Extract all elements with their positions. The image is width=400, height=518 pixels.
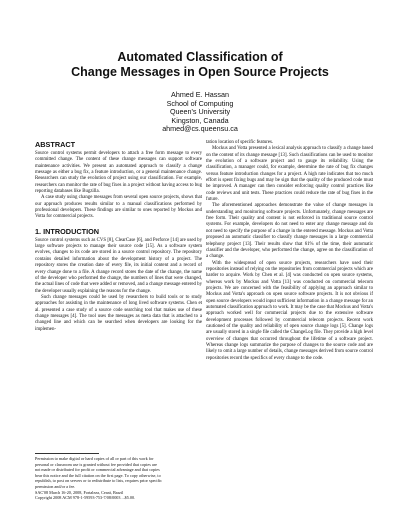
paper-title-line-1: Automated Classification of xyxy=(117,50,283,64)
footnote-divider xyxy=(35,453,99,454)
introduction-heading: 1. INTRODUCTION xyxy=(35,226,100,236)
introduction-paragraph-1: Source control systems such as CVS [8], ClearCase [6], and Perforce [14] are used by large software projects to manage their source code [15]. As a software system evolves, changes to its code are stored in a source control repository. The repository contains detailed information about the development history of a project. The repository stores the creation date of every file, its initial content and a record of every change done to a file. A change record stores the date of the change, the name of the developer who performed the change, the numbers of lines that were changed, the actual lines of code that were added or removed, and a change message entered by the developer usually explaining the reasons for the change. xyxy=(35,237,202,294)
abstract-paragraph-2: A case study using change messages from several open source projects, shows that our approach produces results similar to a manual classifications performed by professional developers. These findings are similar to ones reported by Mockus and Votta for commercial projects. xyxy=(35,195,202,220)
right-paragraph-1: tation location of specific features. xyxy=(206,140,274,145)
right-paragraph-2: Mockus and Votta presented a lexical analysis approach to classify a change based on the content of its change message [13]. Such classifications can be used to monitor the evolution of a software project and to gauge its reliability. Using the classification, a manager could, for example, determine the rate of bug fix changes versus feature introduction changes for a project. A high rate indicates that too much effort is spent fixing bugs and may be sign that the quality of the produced code must be improved. A manager can then consider enforcing quality control practices like code reviews and unit tests. These practices could reduce the rate of bug fixes in the future. xyxy=(206,146,373,203)
right-paragraph-4: With the widespread of open source projects, researchers have used their repositories instead of relying on the repositories from commercial projects which are harder to acquire. Work by Chen et al. [4] was conducted on open source systems, whereas work by Mockus and Votta [13] was conducted on commercial telecom projects. We are concerned with the feasibility of applying an approach similar to Mockus and Votta's approach on open source software projects. It is not obvious if open source developers would input sufficient information in a change message for an automated classification approach to work. It may be the case that Mockus and Votta's approach worked well for commercial projects due to the extensive software development processes followed by commercial telecom projects. Recent work cautioned of the quality and reliability of open source change logs [5]. Change logs are usually stored in a single file called the ChangeLog file. They provide a high level overview of changes that occurred throughout the lifetime of a software project. Whereas change logs summarize the purpose of changes to the source code and are likely to omit a large number of details, change messages derived from source control repositories record the specifics of every change to the code. xyxy=(206,260,373,361)
introduction-paragraph-2: Such change messages could be used by researchers to build tools or to study approaches for assisting in the maintenance of long lived software systems. Chen et al. presented a case study of a source code searching tool that makes use of these change messages [4]. The tool uses the messages as meta data that is attached to a changed line and which can be searched when developers are looking for the implemen- xyxy=(35,294,202,332)
footnote-line: Permission to make digital or hard copies of all or part of this work for xyxy=(35,456,154,461)
footnote-line: republish, to post on servers or to redistribute to lists, requires prior specific xyxy=(35,478,162,484)
footnote-line: not made or distributed for profit or commercial advantage and that copies xyxy=(35,467,160,473)
footnote-line: Copyright 2008 ACM 978-1-59593-753-7/08/0003 ...$5.00. xyxy=(35,495,136,501)
paper-title-line-2: Change Messages in Open Source Projects xyxy=(71,65,329,79)
abstract-heading: ABSTRACT xyxy=(35,140,76,149)
author-email: ahmed@cs.queensu.ca xyxy=(162,124,238,133)
left-column xyxy=(35,140,202,333)
footnote-line: permission and/or a fee. xyxy=(35,483,76,489)
abstract-paragraph-1: Source control systems permit developers to attach a free form message to every committed change. The content of these change messages can support software maintenance activities. We present an automated approach to classify a change message as either a bug fix, a feature introduction, or a general maintenance change. Researchers can study the evolution of project using our classification. For example, researchers can monitor the rate of bug fixes in a project without having access to bug reporting databases like Bugzilla. xyxy=(35,151,202,195)
footnote-line: SAC'08 March 16-20, 2008, Fortaleza, Ceará, Brazil xyxy=(35,489,124,495)
author-affiliation-1: School of Computing xyxy=(166,98,234,108)
footnote-line: bear this notice and the full citation on the first page. To copy otherwise, to xyxy=(35,472,161,478)
right-paragraph-3: The aforementioned approaches demonstrate the value of change messages in understanding and monitoring software projects. Unfortunately, change messages are free form. Their quality and content is not enforced in traditional source control systems. For example, developers do not need to enter any change message and do not need to specify the purpose of a change in the entered message. Mockus and Votta proposed an automatic classifier to classify change messages in a large commercial telephony project [13]. Their results show that 61% of the time, their automatic classifier and the developer, who performed the change, agree on the classification of a change. xyxy=(206,203,373,260)
footnote-line: personal or classroom use is granted without fee provided that copies are xyxy=(35,461,157,467)
copyright-footnote xyxy=(35,456,202,501)
author-name: Ahmed E. Hassan xyxy=(171,90,229,99)
right-column xyxy=(206,140,373,362)
author-location: Kingston, Canada xyxy=(171,115,229,125)
author-affiliation-2: Queen's University xyxy=(169,107,231,116)
